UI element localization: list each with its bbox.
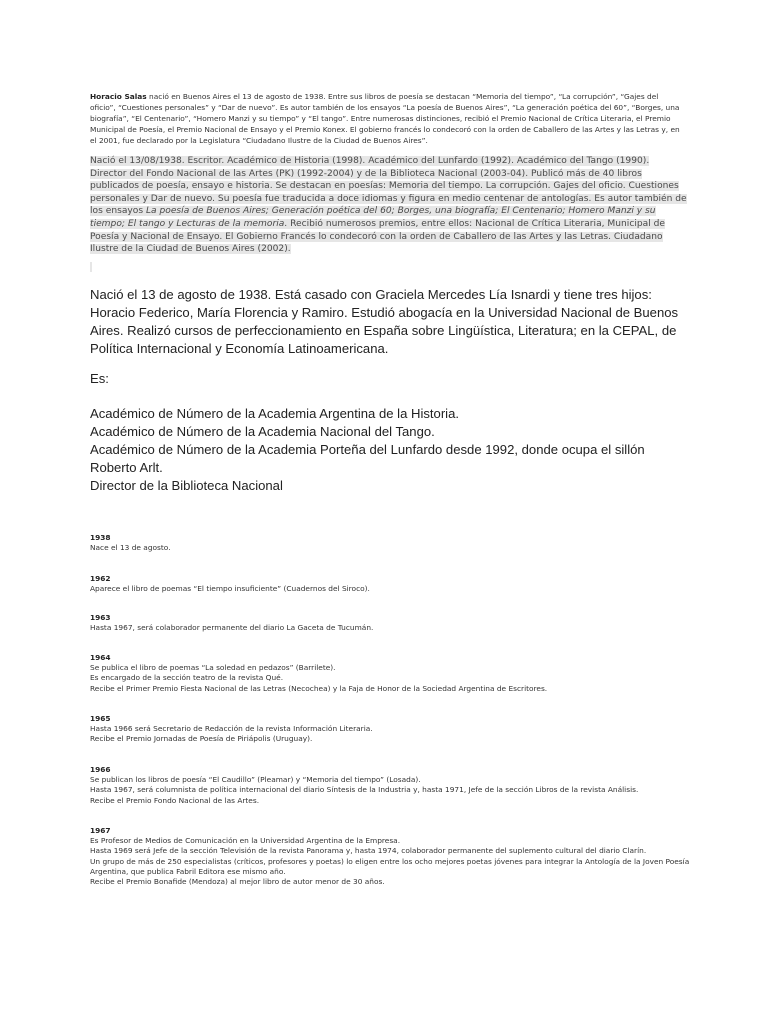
- highlight-italic-titles: La poesía de Buenos Aires; Generación poética del 60; Borges, una biografía; El Centenario; Homero Manzi y su tiempo; El tango y Lecturas de la memoria: [90, 206, 656, 229]
- timeline-year: 1963: [90, 613, 111, 622]
- timeline-line: Recibe el Premio Fondo Nacional de las Artes.: [90, 795, 260, 805]
- role-item: Académico de Número de la Academia Argentina de la Historia.: [90, 406, 460, 421]
- timeline-line: Recibe el Premio Jornadas de Poesía de Piriápolis (Uruguay).: [90, 734, 313, 744]
- timeline-entry-1966: [90, 765, 690, 806]
- author-name: Horacio Salas: [90, 92, 147, 101]
- timeline-line: Es Profesor de Medios de Comunicación en la Universidad Argentina de la Empresa.: [90, 836, 401, 846]
- timeline-line: Hasta 1967, será colaborador permanente del diario La Gaceta de Tucumán.: [90, 623, 374, 633]
- highlight-text-2: . Recibió numerosos premios, entre ellos: Nacional de Crítica Literaria, Municipal de Poesía y Nacional de Ensayo. El Gobierno Francés lo condecoró con la orden de Caballero de las Artes y las Letras. Ciudadano Ilustre de la Ciudad de Buenos Aires (2002).: [90, 218, 665, 255]
- timeline-year: 1967: [90, 826, 111, 835]
- timeline-entry-1964: [90, 653, 690, 694]
- timeline-line: Recibe el Premio Bonafide (Mendoza) al mejor libro de autor menor de 30 años.: [90, 877, 385, 887]
- role-item: Académico de Número de la Academia Porteña del Lunfardo desde 1992, donde ocupa el sillón Roberto Arlt.: [90, 442, 645, 475]
- timeline-entry-1965: [90, 714, 690, 745]
- highlight-trailing-mark: [90, 262, 92, 272]
- highlighted-summary: [90, 155, 688, 256]
- timeline-year: 1964: [90, 653, 111, 662]
- timeline-line: Hasta 1967, será columnista de política internacional del diario Síntesis de la Industria y, hasta 1971, Jefe de la sección Libros de la revista Análisis.: [90, 785, 639, 795]
- timeline-line: Un grupo de más de 250 especialistas (críticos, profesores y poetas) lo eligen entre los ocho mejores poetas jóvenes para integrar la Antología de la Joven Poesía Argentina, que publica Fabril Editora ese mismo año.: [90, 856, 690, 876]
- timeline-year: 1962: [90, 574, 111, 583]
- timeline-line: Es encargado de la sección teatro de la revista Qué.: [90, 673, 284, 683]
- role-item: Director de la Biblioteca Nacional: [90, 478, 283, 493]
- timeline-line: Se publica el libro de poemas “La soledad en pedazos” (Barrilete).: [90, 663, 336, 673]
- roles-list: [90, 405, 690, 495]
- role-item: Académico de Número de la Academia Nacional del Tango.: [90, 424, 435, 439]
- timeline-line: Recibe el Primer Premio Fiesta Nacional de las Letras (Necochea) y la Faja de Honor de la Sociedad Argentina de Escritores.: [90, 683, 548, 693]
- timeline-line: Se publican los libros de poesía “El Caudillo” (Pleamar) y “Memoria del tiempo” (Losada).: [90, 775, 421, 785]
- timeline-entry-1967: [90, 826, 690, 887]
- timeline-line: Hasta 1966 será Secretario de Redacción de la revista Información Literaria.: [90, 724, 373, 734]
- intro-text: nació en Buenos Aires el 13 de agosto de 1938. Entre sus libros de poesía se destacan “Memoria del tiempo”, “La corrupción”, “Gajes del oficio”, “Cuestiones personales” y “Dar de nuevo”. Es autor también de los ensayos “La poesía de Buenos Aires”, “La generación poética del 60”, “Borges, una biografía”, “El Centenario”, “Homero Manzi y su tiempo” y “El tango”. Entre numerosas distinciones, recibió el Premio Nacional de Crítica Literaria, el Premio Municipal de Poesía, el Premio Nacional de Ensayo y el Premio Konex. El gobierno francés lo condecoró con la orden de Caballero de las Artes y las Letras y, en el 2001, fue declarado por la Legislatura “Ciudadano Ilustre de la Ciudad de Buenos Aires”.: [90, 92, 680, 145]
- bio-paragraph: Nació el 13 de agosto de 1938. Está casado con Graciela Mercedes Lía Isnardi y tiene tres hijos: Horacio Federico, María Florencia y Ramiro. Estudió abogacía en la Universidad Nacional de Buenos Aires. Realizó cursos de perfeccionamiento en España sobre Lingüística, Literatura; en la CEPAL, de Política Internacional y Economía Latinoamericana.: [90, 287, 679, 356]
- intro-paragraph: [90, 91, 686, 146]
- timeline-entry-1962: [90, 574, 690, 594]
- es-label: Es:: [90, 371, 109, 386]
- timeline-line: Aparece el libro de poemas “El tiempo insuficiente” (Cuadernos del Siroco).: [90, 584, 370, 594]
- timeline-year: 1966: [90, 765, 111, 774]
- timeline-line: Nace el 13 de agosto.: [90, 543, 171, 553]
- timeline-line: Hasta 1969 será Jefe de la sección Televisión de la revista Panorama y, hasta 1974, colaborador permanente del suplemento cultural del diario Clarín.: [90, 846, 647, 856]
- timeline-year: 1938: [90, 533, 111, 542]
- timeline-entry-1938: [90, 533, 690, 553]
- timeline-year: 1965: [90, 714, 111, 723]
- timeline-entry-1963: [90, 613, 690, 633]
- highlight-text-1: Nació el 13/08/1938. Escritor. Académico de Historia (1998). Académico del Lunfardo (1992). Académico del Tango (1990). Director del Fondo Nacional de las Artes (PK) (1992-2004) y de la Biblioteca Nacional (2003-04). Publicó más de 40 libros publicados de poesía, ensayo e historia. Se destacan en poesías: Memoria del tiempo. La corrupción. Gajes del oficio. Cuestiones personales y Dar de nuevo. Su poesía fue traducida a doce idiomas y figura en medio centenar de antologías. Es autor también de los ensayos: [90, 156, 687, 217]
